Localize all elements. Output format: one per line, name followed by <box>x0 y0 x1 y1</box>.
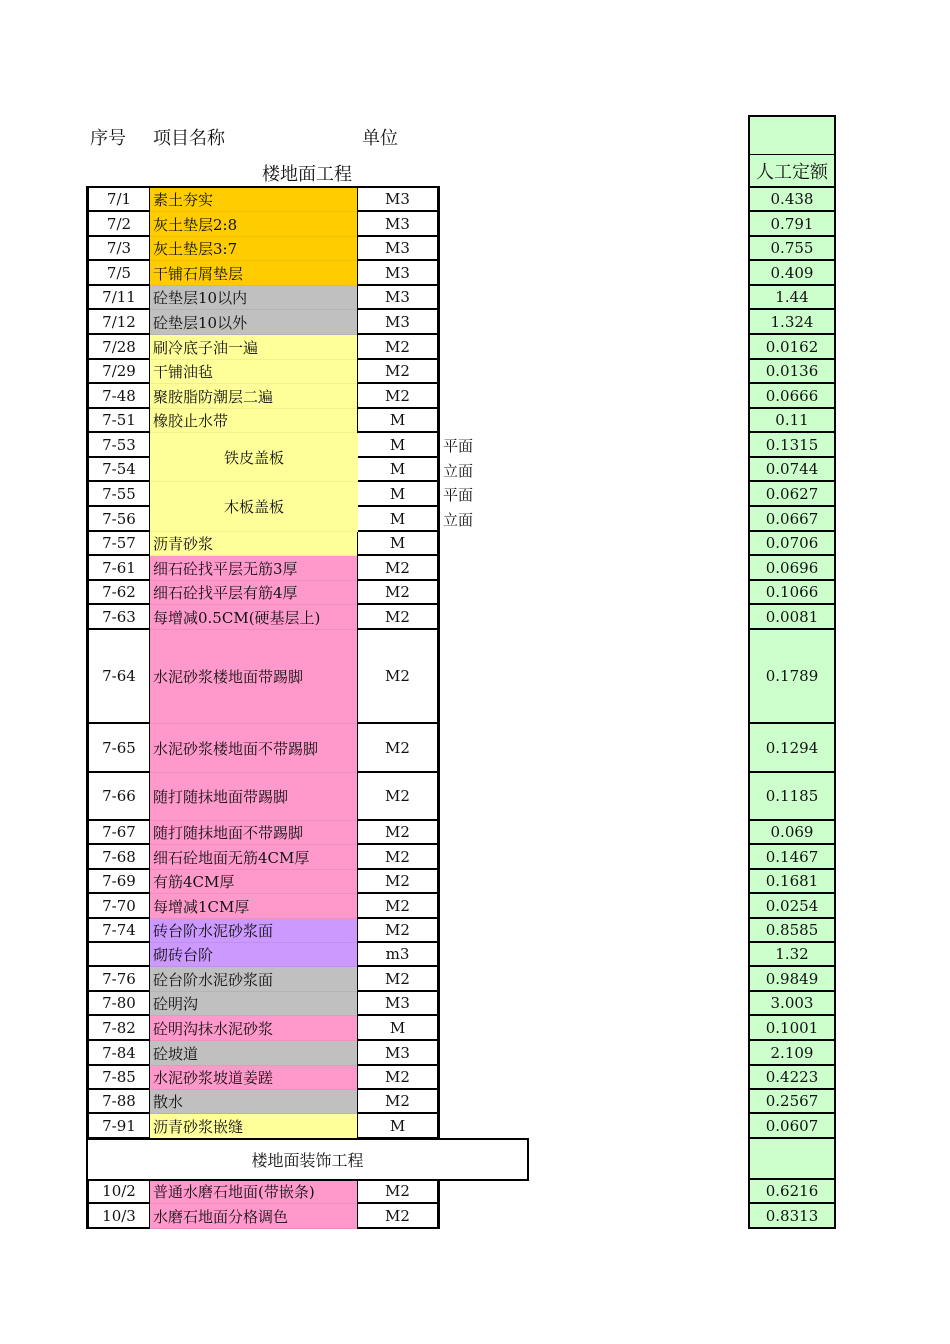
item-code: 7-68 <box>86 845 150 870</box>
item-unit: M2 <box>357 1204 440 1229</box>
item-name: 砼明沟 <box>150 992 358 1016</box>
item-name: 每增减1CM厚 <box>150 894 358 919</box>
value-header-box <box>748 115 836 155</box>
item-code: 7-56 <box>86 507 150 532</box>
labor-quota-value: 0.1066 <box>748 581 836 605</box>
merged-item-name: 木板盖板 <box>150 482 358 532</box>
item-code: 7-85 <box>86 1066 150 1090</box>
item-name: 有筋4CM厚 <box>150 870 358 894</box>
item-unit: M2 <box>357 870 440 894</box>
item-unit: M <box>357 433 440 458</box>
item-unit: M <box>357 458 440 482</box>
item-code: 7-91 <box>86 1114 150 1139</box>
item-unit: M <box>357 482 440 507</box>
item-unit: M3 <box>357 992 440 1016</box>
labor-quota-value: 0.0254 <box>748 894 836 919</box>
labor-quota-value: 0.1681 <box>748 870 836 894</box>
item-code: 7-70 <box>86 894 150 919</box>
item-name: 细石砼找平层有筋4厚 <box>150 581 358 605</box>
item-unit: M <box>357 507 440 532</box>
item-unit: M3 <box>357 188 440 212</box>
item-code: 7/11 <box>86 286 150 310</box>
item-unit: M3 <box>357 286 440 310</box>
item-unit: M3 <box>357 261 440 286</box>
labor-quota-value: 0.0667 <box>748 507 836 532</box>
item-code: 7-80 <box>86 992 150 1016</box>
section-title-decoration: 楼地面装饰工程 <box>86 1138 529 1181</box>
item-note: 立面 <box>443 461 474 480</box>
item-unit: M <box>357 532 440 556</box>
item-code: 7-88 <box>86 1090 150 1114</box>
item-unit: M2 <box>357 1090 440 1114</box>
item-unit: M3 <box>357 237 440 261</box>
item-unit: M3 <box>357 310 440 335</box>
item-unit: M <box>357 1016 440 1041</box>
item-code: 7/28 <box>86 335 150 360</box>
item-code: 7/1 <box>86 188 150 212</box>
item-code <box>86 943 150 967</box>
item-name: 干铺石屑垫层 <box>150 261 358 286</box>
item-note: 立面 <box>443 511 474 529</box>
item-unit: M2 <box>357 384 440 409</box>
item-name: 砼坡道 <box>150 1041 358 1066</box>
labor-quota-value: 0.1185 <box>748 773 836 821</box>
item-code: 7-76 <box>86 967 150 992</box>
item-name: 沥青砂浆 <box>150 532 358 556</box>
item-unit: M2 <box>357 967 440 992</box>
labor-quota-value: 0.1789 <box>748 630 836 724</box>
item-code: 7-51 <box>86 409 150 433</box>
seq-header: 序号 <box>90 128 126 149</box>
merged-item-name: 铁皮盖板 <box>150 433 358 482</box>
labor-quota-value: 0.1294 <box>748 724 836 773</box>
item-code: 7-64 <box>86 630 150 724</box>
item-name: 灰土垫层2:8 <box>150 212 358 237</box>
item-code: 7-55 <box>86 482 150 507</box>
item-unit: M2 <box>357 581 440 605</box>
labor-quota-value: 0.9849 <box>748 967 836 992</box>
value-header: 人工定额 <box>748 154 836 188</box>
labor-quota-value: 0.2567 <box>748 1090 836 1114</box>
item-unit: M3 <box>357 212 440 237</box>
labor-quota-value: 0.755 <box>748 237 836 261</box>
item-name: 灰土垫层3:7 <box>150 237 358 261</box>
item-name: 细石砼找平层无筋3厚 <box>150 556 358 581</box>
item-code: 7/29 <box>86 360 150 384</box>
item-name: 随打随抹地面带踢脚 <box>150 773 358 821</box>
labor-quota-value: 0.4223 <box>748 1066 836 1090</box>
item-code: 7/2 <box>86 212 150 237</box>
item-note: 平面 <box>443 486 474 504</box>
item-name: 砌砖台阶 <box>150 943 358 967</box>
item-name: 水泥砂浆楼地面带踢脚 <box>150 630 358 724</box>
labor-quota-value: 1.44 <box>748 286 836 310</box>
item-unit: M2 <box>357 773 440 821</box>
item-code: 7-57 <box>86 532 150 556</box>
item-code: 7/3 <box>86 237 150 261</box>
item-name: 普通水磨石地面(带嵌条) <box>150 1180 358 1204</box>
unit-header: 单位 <box>362 128 398 149</box>
labor-quota-value: 0.1467 <box>748 845 836 870</box>
item-code: 7-69 <box>86 870 150 894</box>
labor-quota-value: 0.8313 <box>748 1204 836 1229</box>
item-name: 水泥砂浆楼地面不带踢脚 <box>150 724 358 773</box>
item-name: 水磨石地面分格调色 <box>150 1204 358 1229</box>
item-unit: M2 <box>357 894 440 919</box>
section-title-floor: 楼地面工程 <box>262 164 352 185</box>
labor-quota-value: 0.409 <box>748 261 836 286</box>
labor-quota-value: 0.6216 <box>748 1180 836 1204</box>
item-code: 7-74 <box>86 919 150 943</box>
item-unit: M2 <box>357 1066 440 1090</box>
labor-quota-value: 0.11 <box>748 409 836 433</box>
item-name: 水泥砂浆坡道姜蹉 <box>150 1066 358 1090</box>
labor-quota-value: 0.438 <box>748 188 836 212</box>
labor-quota-value: 0.1001 <box>748 1016 836 1041</box>
item-name: 聚胺脂防潮层二遍 <box>150 384 358 409</box>
labor-quota-value: 0.0081 <box>748 605 836 630</box>
item-code: 7-54 <box>86 458 150 482</box>
item-code: 7-65 <box>86 724 150 773</box>
item-unit: M2 <box>357 360 440 384</box>
labor-quota-value: 0.0607 <box>748 1114 836 1139</box>
labor-quota-value: 0.069 <box>748 821 836 845</box>
item-unit: M2 <box>357 919 440 943</box>
labor-quota-spacer <box>748 1139 836 1180</box>
labor-quota-value: 0.0706 <box>748 532 836 556</box>
labor-quota-value: 1.32 <box>748 943 836 967</box>
item-unit: M3 <box>357 1041 440 1066</box>
labor-quota-value: 0.0627 <box>748 482 836 507</box>
labor-quota-value: 3.003 <box>748 992 836 1016</box>
item-unit: M2 <box>357 630 440 724</box>
item-name: 散水 <box>150 1090 358 1114</box>
item-code: 7-63 <box>86 605 150 630</box>
item-name: 细石砼地面无筋4CM厚 <box>150 845 358 870</box>
item-code: 10/2 <box>86 1180 150 1204</box>
labor-quota-value: 0.0666 <box>748 384 836 409</box>
item-unit: M <box>357 1114 440 1139</box>
item-unit: M2 <box>357 556 440 581</box>
labor-quota-value: 0.791 <box>748 212 836 237</box>
item-unit: M <box>357 409 440 433</box>
item-code: 7-66 <box>86 773 150 821</box>
labor-quota-value: 0.8585 <box>748 919 836 943</box>
item-code: 10/3 <box>86 1204 150 1229</box>
item-name: 素土夯实 <box>150 188 358 212</box>
labor-quota-value: 0.0162 <box>748 335 836 360</box>
item-code: 7/5 <box>86 261 150 286</box>
labor-quota-value: 0.1315 <box>748 433 836 458</box>
item-name: 每增减0.5CM(硬基层上) <box>150 605 358 630</box>
item-name: 沥青砂浆嵌缝 <box>150 1114 358 1139</box>
labor-quota-value: 0.0744 <box>748 458 836 482</box>
labor-quota-value: 0.0136 <box>748 360 836 384</box>
item-name: 刷冷底子油一遍 <box>150 335 358 360</box>
item-name: 砼垫层10以内 <box>150 286 358 310</box>
item-unit: m3 <box>357 943 440 967</box>
item-code: 7-53 <box>86 433 150 458</box>
labor-quota-value: 2.109 <box>748 1041 836 1066</box>
item-name: 砖台阶水泥砂浆面 <box>150 919 358 943</box>
item-unit: M2 <box>357 335 440 360</box>
item-code: 7-67 <box>86 821 150 845</box>
item-name: 砼台阶水泥砂浆面 <box>150 967 358 992</box>
item-name: 砼垫层10以外 <box>150 310 358 335</box>
item-code: 7-48 <box>86 384 150 409</box>
item-note: 平面 <box>443 437 474 455</box>
labor-quota-value: 0.0696 <box>748 556 836 581</box>
item-name: 橡胶止水带 <box>150 409 358 433</box>
name-header: 项目名称 <box>153 128 225 149</box>
item-unit: M2 <box>357 821 440 845</box>
item-unit: M2 <box>357 1180 440 1204</box>
item-name: 干铺油毡 <box>150 360 358 384</box>
item-code: 7/12 <box>86 310 150 335</box>
item-unit: M2 <box>357 605 440 630</box>
item-code: 7-61 <box>86 556 150 581</box>
item-code: 7-82 <box>86 1016 150 1041</box>
item-name: 随打随抹地面不带踢脚 <box>150 821 358 845</box>
item-name: 砼明沟抹水泥砂浆 <box>150 1016 358 1041</box>
item-unit: M2 <box>357 724 440 773</box>
item-unit: M2 <box>357 845 440 870</box>
item-code: 7-84 <box>86 1041 150 1066</box>
labor-quota-value: 1.324 <box>748 310 836 335</box>
item-code: 7-62 <box>86 581 150 605</box>
